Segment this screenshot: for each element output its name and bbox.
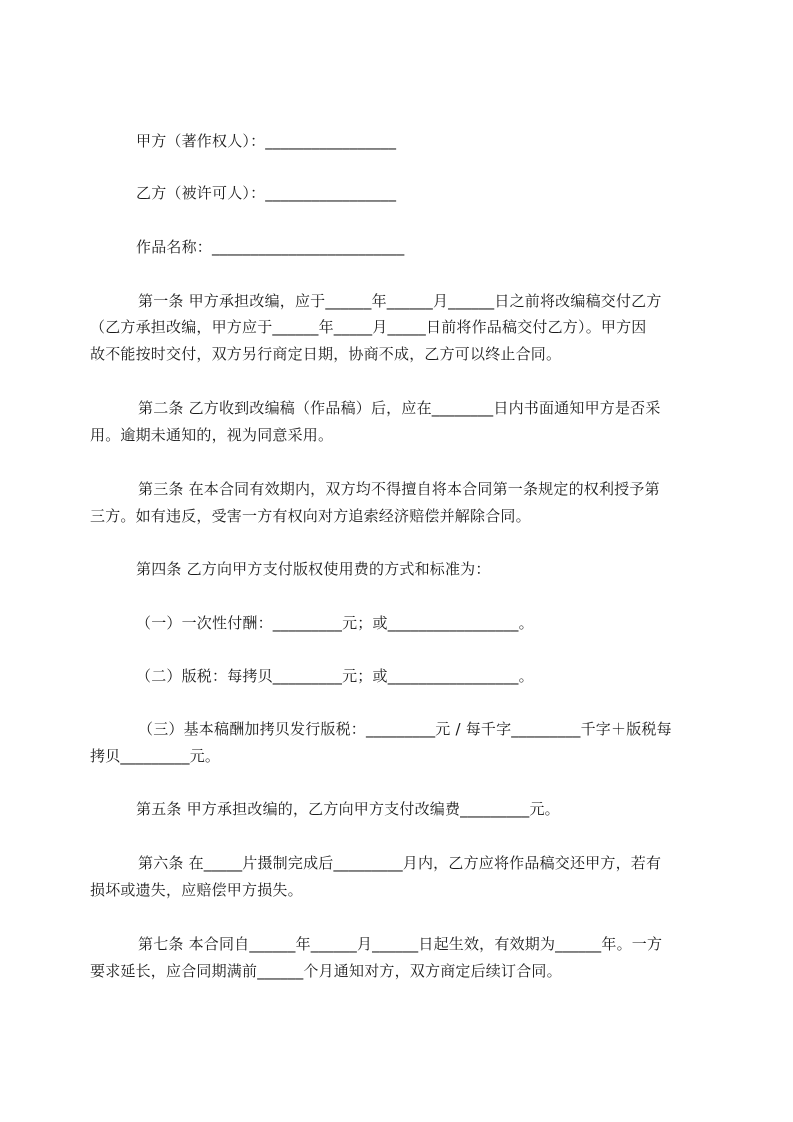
article-4-item-1: （一）一次性付酬：_________元；或_________________。 <box>136 614 534 632</box>
article-2-line: 第二条 乙方收到改编稿（作品稿）后，应在________日内书面通知甲方是否采 <box>138 399 661 417</box>
party-a-line: 甲方（著作权人）：_________________ <box>136 132 397 150</box>
party-b-line: 乙方（被许可人）：_________________ <box>136 184 397 202</box>
article-6-line: 第六条 在_____片摄制完成后_________月内，乙方应将作品稿交还甲方，若有 <box>138 854 662 872</box>
article-3-line: 第三条 在本合同有效期内，双方均不得擅自将本合同第一条规定的权利授予第 <box>138 480 660 498</box>
article-1-line: 故不能按时交付，双方另行商定日期，协商不成，乙方可以终止合同。 <box>90 345 562 363</box>
article-4-item-2: （二）版税：每拷贝_________元；或_________________。 <box>136 667 534 685</box>
article-7-line: 第七条 本合同自______年______月______日起生效，有效期为______年。一方 <box>138 935 663 953</box>
article-2-line: 用。逾期未通知的，视为同意采用。 <box>90 426 334 444</box>
article-5-line: 第五条 甲方承担改编的，乙方向甲方支付改编费_________元。 <box>136 800 560 818</box>
article-3-line: 三方。如有违反，受害一方有权向对方追索经济赔偿并解除合同。 <box>90 507 531 525</box>
article-4-item-3: （三）基本稿酬加拷贝发行版税：_________元 / 每千字_________千字＋版税每 <box>138 720 672 738</box>
article-4-line: 第四条 乙方向甲方支付版权使用费的方式和标准为： <box>136 560 491 578</box>
work-name-line: 作品名称：_________________________ <box>136 238 405 256</box>
article-7-line: 要求延长，应合同期满前______个月通知对方，双方商定后续订合同。 <box>90 962 562 980</box>
article-1-line: 第一条 甲方承担改编，应于______年______月______日之前将改编稿交付乙方 <box>138 292 662 310</box>
article-4-item-3: 拷贝_________元。 <box>90 747 221 765</box>
article-1-line: （乙方承担改编，甲方应于______年_____月_____日前将作品稿交付乙方）。甲方因 <box>90 318 647 336</box>
article-6-line: 损坏或遗失，应赔偿甲方损失。 <box>90 881 303 899</box>
